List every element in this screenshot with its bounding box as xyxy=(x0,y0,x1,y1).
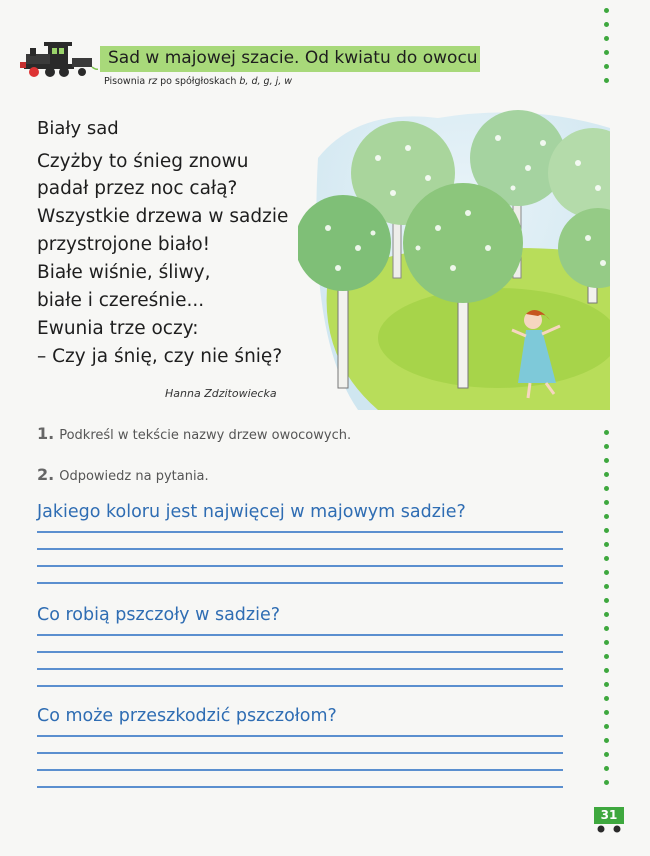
decorative-dots-right xyxy=(603,430,611,794)
question-2: Co robią pszczoły w sadzie? xyxy=(37,605,281,625)
answer-line[interactable] xyxy=(37,685,563,687)
poem-line: Białe wiśnie, śliwy, xyxy=(37,262,211,283)
poem-author: Hanna Zdzitowiecka xyxy=(165,387,277,400)
poem-line: padał przez noc całą? xyxy=(37,178,238,199)
answer-line[interactable] xyxy=(37,651,563,653)
page-title: Sad w majowej szacie. Od kwiatu do owocu xyxy=(108,48,478,68)
task-2: 2. Odpowiedz na pytania. xyxy=(37,465,209,484)
poem-line: – Czy ja śnię, czy nie śnię? xyxy=(37,346,283,367)
answer-line[interactable] xyxy=(37,735,563,737)
train-icon xyxy=(20,40,98,80)
task-1: 1. Podkreśl w tekście nazwy drzew owocowych. xyxy=(37,424,352,443)
poem-line: Wszystkie drzewa w sadzie xyxy=(37,206,289,227)
page-number: 31 xyxy=(594,807,624,824)
decorative-dots-top xyxy=(603,8,611,92)
answer-line[interactable] xyxy=(37,752,563,754)
answer-line[interactable] xyxy=(37,769,563,771)
answer-line[interactable] xyxy=(37,668,563,670)
answer-line[interactable] xyxy=(37,634,563,636)
poem-line: Czyżby to śnieg znowu xyxy=(37,151,249,172)
wagon-wheels-icon xyxy=(594,824,624,834)
page-subtitle: Pisownia rz po spółgłoskach b, d, g, j, w xyxy=(104,76,293,87)
answer-line[interactable] xyxy=(37,565,563,567)
answer-line[interactable] xyxy=(37,582,563,584)
answer-line[interactable] xyxy=(37,548,563,550)
poem-line: Ewunia trze oczy: xyxy=(37,318,199,339)
poem-line: białe i czereśnie... xyxy=(37,290,205,311)
answer-line[interactable] xyxy=(37,786,563,788)
poem-line: przystrojone biało! xyxy=(37,234,211,255)
question-1: Jakiego koloru jest najwięcej w majowym sadzie? xyxy=(37,502,466,522)
question-3: Co może przeszkodzić pszczołom? xyxy=(37,706,337,726)
orchard-illustration xyxy=(298,98,610,410)
answer-line[interactable] xyxy=(37,531,563,533)
poem-title: Biały sad xyxy=(37,118,119,139)
